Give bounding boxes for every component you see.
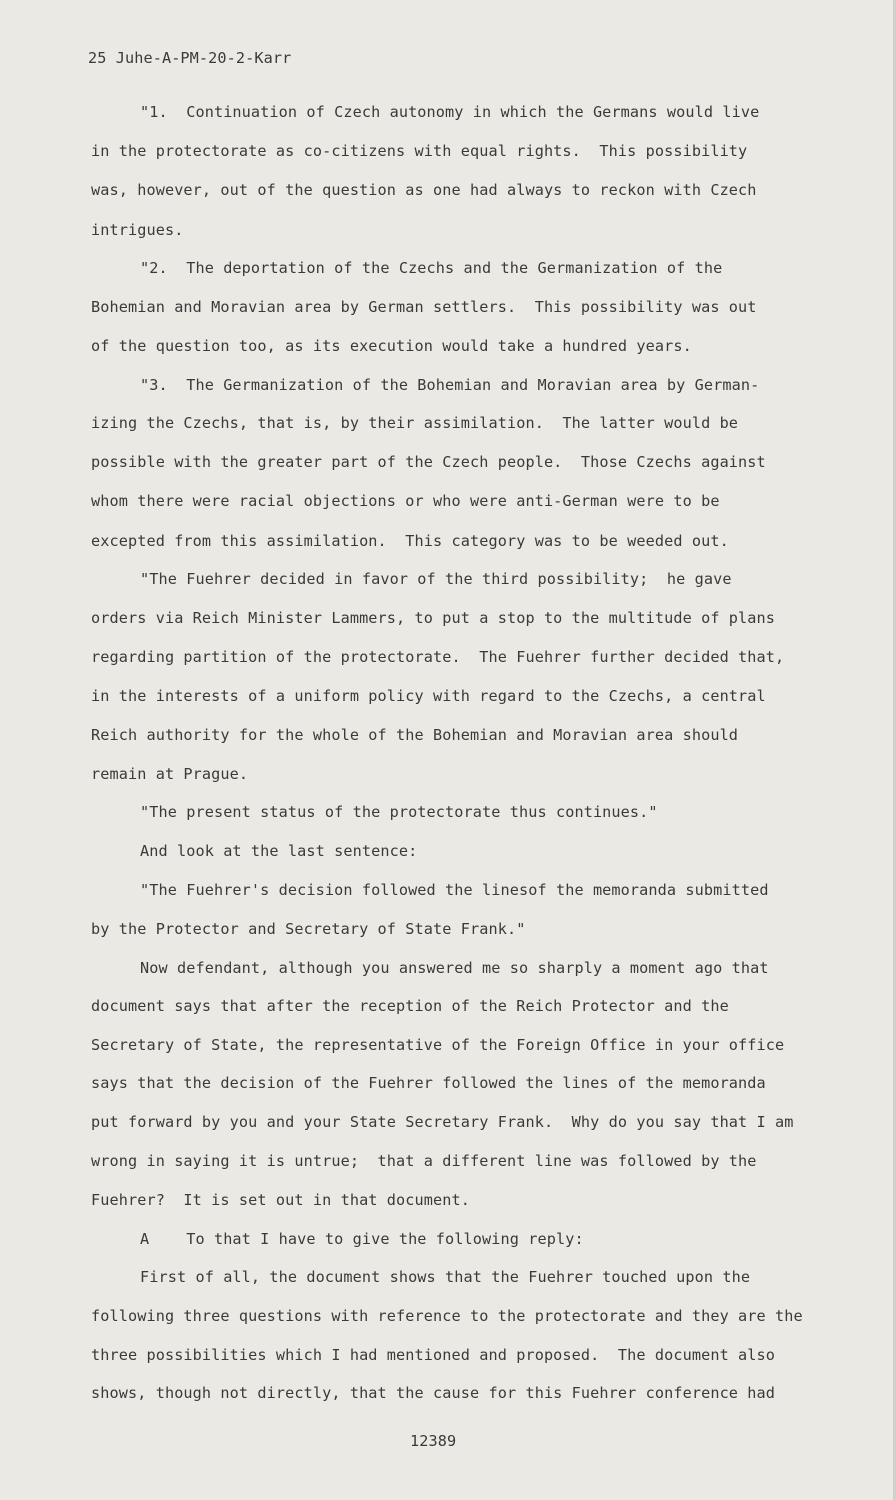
body-line: Bohemian and Moravian area by German settlers. This possibility was out: [91, 298, 757, 316]
body-line: A To that I have to give the following reply:: [140, 1230, 584, 1248]
body-line: "3. The Germanization of the Bohemian and Moravian area by German-: [140, 376, 760, 394]
body-line: regarding partition of the protectorate. The Fuehrer further decided that,: [91, 648, 785, 666]
body-line: "The Fuehrer decided in favor of the third possibility; he gave: [140, 570, 732, 588]
body-line: izing the Czechs, that is, by their assimilation. The latter would be: [91, 414, 739, 432]
body-line: "1. Continuation of Czech autonomy in which the Germans would live: [140, 103, 760, 121]
body-line: First of all, the document shows that the Fuehrer touched upon the: [140, 1268, 751, 1286]
body-line: Now defendant, although you answered me so sharply a moment ago that: [140, 959, 769, 977]
body-line: remain at Prague.: [91, 765, 249, 783]
body-line: was, however, out of the question as one had always to reckon with Czech: [91, 181, 757, 199]
body-line: intrigues.: [91, 221, 184, 239]
body-line: in the protectorate as co-citizens with equal rights. This possibility: [91, 142, 748, 160]
body-line: following three questions with reference to the protectorate and they are the: [91, 1307, 803, 1325]
body-line: in the interests of a uniform policy with regard to the Czechs, a central: [91, 687, 766, 705]
body-line: excepted from this assimilation. This category was to be weeded out.: [91, 532, 729, 550]
body-line: whom there were racial objections or who were anti-German were to be: [91, 492, 720, 510]
document-header: 25 Juhe-A-PM-20-2-Karr: [88, 49, 292, 67]
body-line: possible with the greater part of the Czech people. Those Czechs against: [91, 453, 766, 471]
body-line: put forward by you and your State Secretary Frank. Why do you say that I am: [91, 1113, 794, 1131]
body-line: by the Protector and Secretary of State Frank.": [91, 920, 526, 938]
body-line: And look at the last sentence:: [140, 842, 418, 860]
page-number: 12389: [410, 1432, 457, 1450]
body-line: document says that after the reception of the Reich Protector and the: [91, 997, 729, 1015]
body-line: says that the decision of the Fuehrer followed the lines of the memoranda: [91, 1074, 766, 1092]
body-line: "2. The deportation of the Czechs and the Germanization of the: [140, 259, 723, 277]
body-line: Fuehrer? It is set out in that document.: [91, 1191, 470, 1209]
body-line: wrong in saying it is untrue; that a different line was followed by the: [91, 1152, 757, 1170]
body-line: "The Fuehrer's decision followed the linesof the memoranda submitted: [140, 881, 769, 899]
body-line: three possibilities which I had mentioned and proposed. The document also: [91, 1346, 776, 1364]
body-line: "The present status of the protectorate thus continues.": [140, 803, 658, 821]
body-line: orders via Reich Minister Lammers, to put a stop to the multitude of plans: [91, 609, 776, 627]
body-line: shows, though not directly, that the cause for this Fuehrer conference had: [91, 1384, 776, 1402]
body-line: Reich authority for the whole of the Bohemian and Moravian area should: [91, 726, 739, 744]
body-line: Secretary of State, the representative of the Foreign Office in your office: [91, 1036, 785, 1054]
body-line: of the question too, as its execution would take a hundred years.: [91, 337, 692, 355]
